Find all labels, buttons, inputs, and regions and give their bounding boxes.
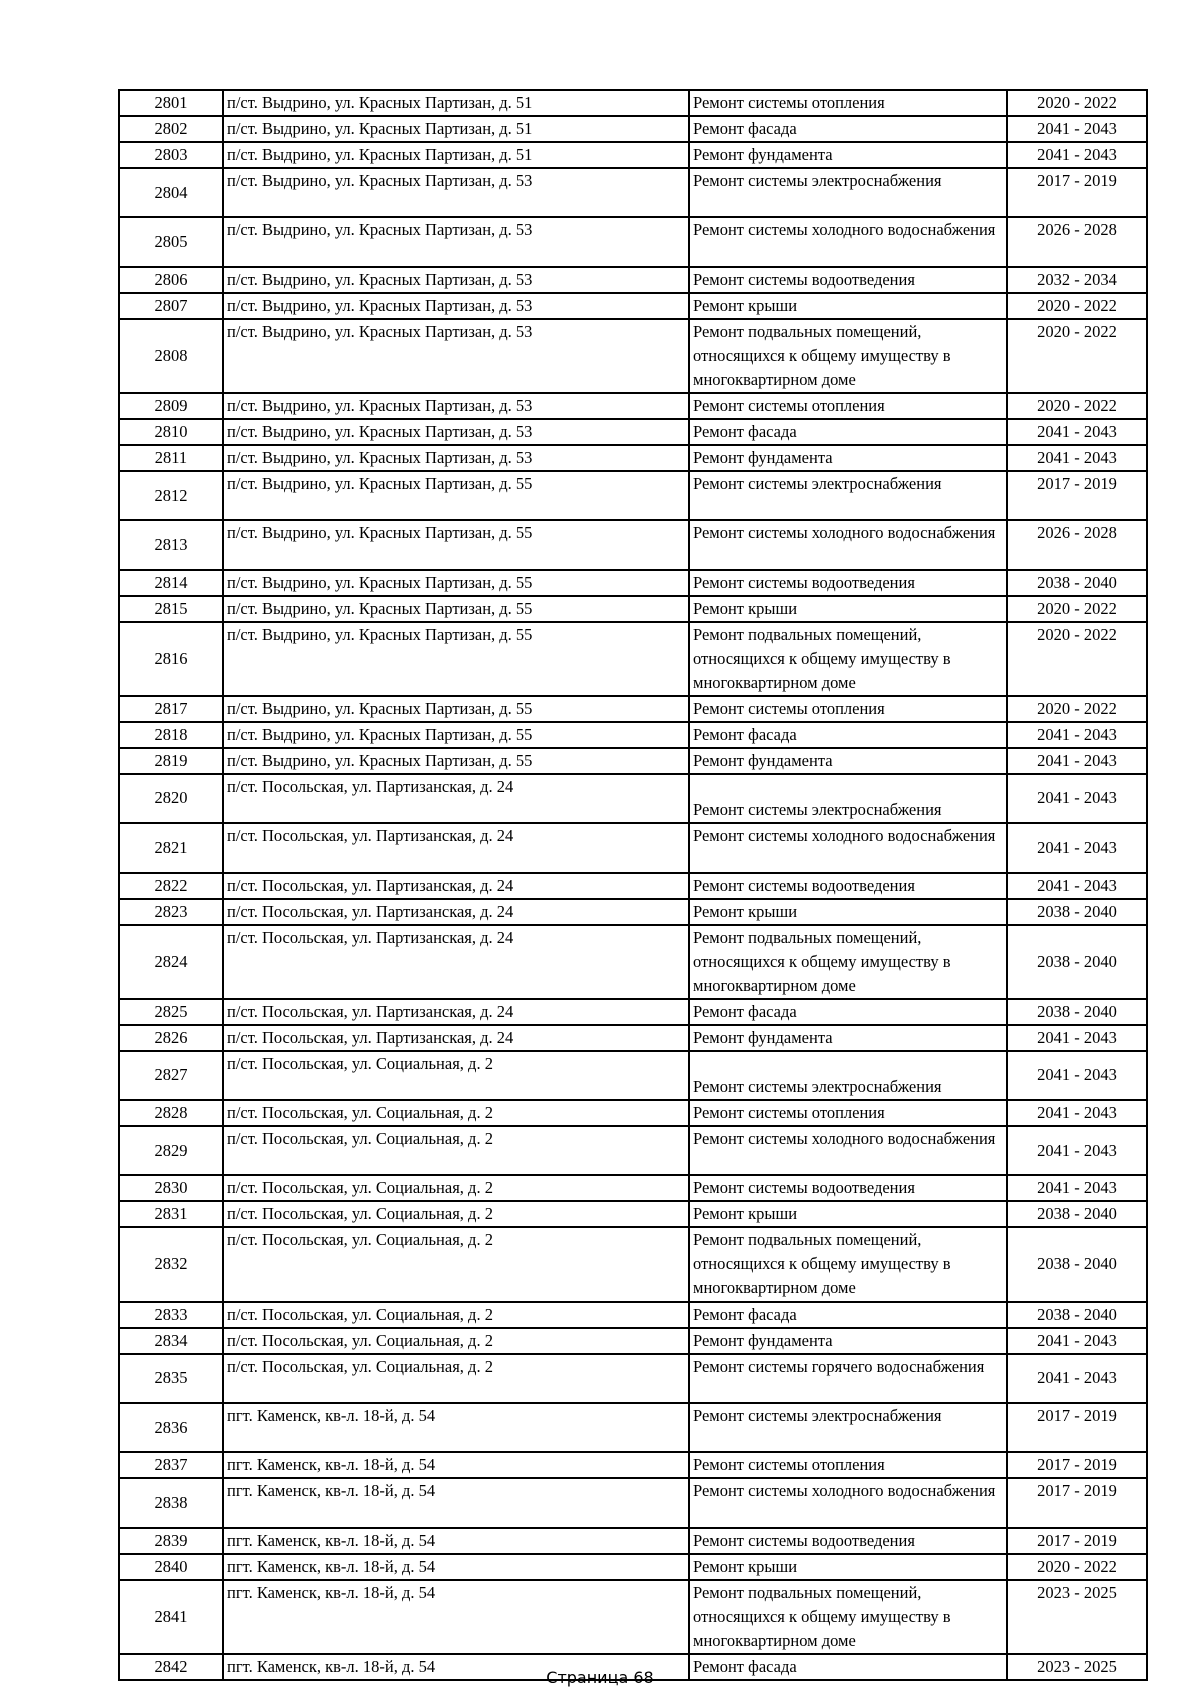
row-number-cell: 2807: [119, 293, 223, 319]
address-cell: п/ст. Посольская, ул. Социальная, д. 2: [223, 1051, 689, 1100]
table-row: [119, 471, 1147, 520]
table-row: [119, 393, 1147, 419]
row-number-cell: 2823: [119, 899, 223, 925]
row-number-cell: 2808: [119, 319, 223, 393]
period-cell: 2017 - 2019: [1007, 1403, 1147, 1452]
row-number-cell: 2830: [119, 1175, 223, 1201]
table-row: [119, 1354, 1147, 1403]
address-cell: п/ст. Выдрино, ул. Красных Партизан, д. 55: [223, 622, 689, 696]
address-cell: п/ст. Посольская, ул. Социальная, д. 2: [223, 1175, 689, 1201]
period-cell: 2038 - 2040: [1007, 899, 1147, 925]
period-cell: 2020 - 2022: [1007, 293, 1147, 319]
row-number-cell: 2821: [119, 823, 223, 872]
table-row: [119, 823, 1147, 872]
table-row: [119, 319, 1147, 393]
table-row: [119, 873, 1147, 899]
row-number-cell: 2835: [119, 1354, 223, 1403]
row-number-cell: 2817: [119, 696, 223, 722]
row-number-cell: 2801: [119, 90, 223, 116]
period-cell: 2041 - 2043: [1007, 116, 1147, 142]
work-type-cell: Ремонт системы электроснабжения: [689, 1051, 1007, 1100]
period-cell: 2041 - 2043: [1007, 774, 1147, 823]
row-number-cell: 2812: [119, 471, 223, 520]
address-cell: п/ст. Выдрино, ул. Красных Партизан, д. 53: [223, 445, 689, 471]
work-type-cell: Ремонт системы водоотведения: [689, 1175, 1007, 1201]
period-cell: 2017 - 2019: [1007, 168, 1147, 217]
row-number-cell: 2827: [119, 1051, 223, 1100]
period-cell: 2017 - 2019: [1007, 1528, 1147, 1554]
row-number-cell: 2828: [119, 1100, 223, 1126]
work-type-cell: Ремонт системы отопления: [689, 1100, 1007, 1126]
table-row: [119, 1175, 1147, 1201]
row-number-cell: 2802: [119, 116, 223, 142]
row-number-cell: 2804: [119, 168, 223, 217]
work-type-cell: Ремонт крыши: [689, 1201, 1007, 1227]
address-cell: п/ст. Выдрино, ул. Красных Партизан, д. 53: [223, 393, 689, 419]
row-number-cell: 2810: [119, 419, 223, 445]
work-type-cell: Ремонт фасада: [689, 722, 1007, 748]
address-cell: п/ст. Выдрино, ул. Красных Партизан, д. 55: [223, 748, 689, 774]
table-row: [119, 596, 1147, 622]
table-row: [119, 622, 1147, 696]
work-type-cell: Ремонт подвальных помещений, относящихся к общему имуществу в многоквартирном доме: [689, 622, 1007, 696]
work-type-cell: Ремонт системы холодного водоснабжения: [689, 823, 1007, 872]
row-number-cell: 2806: [119, 267, 223, 293]
table-row: [119, 1051, 1147, 1100]
period-cell: 2020 - 2022: [1007, 393, 1147, 419]
address-cell: пгт. Каменск, кв-л. 18-й, д. 54: [223, 1452, 689, 1478]
address-cell: п/ст. Посольская, ул. Партизанская, д. 24: [223, 1025, 689, 1051]
work-type-cell: Ремонт фасада: [689, 419, 1007, 445]
row-number-cell: 2826: [119, 1025, 223, 1051]
period-cell: 2041 - 2043: [1007, 748, 1147, 774]
work-type-cell: Ремонт фасада: [689, 1654, 1007, 1680]
row-number-cell: 2837: [119, 1452, 223, 1478]
work-type-cell: Ремонт подвальных помещений, относящихся к общему имуществу в многоквартирном доме: [689, 925, 1007, 999]
period-cell: 2038 - 2040: [1007, 1227, 1147, 1301]
address-cell: п/ст. Посольская, ул. Социальная, д. 2: [223, 1126, 689, 1175]
table-row: [119, 1201, 1147, 1227]
repair-schedule-table: [118, 89, 1148, 1681]
period-cell: 2017 - 2019: [1007, 1478, 1147, 1527]
work-type-cell: Ремонт фундамента: [689, 445, 1007, 471]
row-number-cell: 2819: [119, 748, 223, 774]
period-cell: 2041 - 2043: [1007, 823, 1147, 872]
work-type-cell: Ремонт фундамента: [689, 142, 1007, 168]
period-cell: 2026 - 2028: [1007, 217, 1147, 266]
address-cell: п/ст. Выдрино, ул. Красных Партизан, д. 51: [223, 90, 689, 116]
table-row: [119, 142, 1147, 168]
period-cell: 2038 - 2040: [1007, 1201, 1147, 1227]
address-cell: пгт. Каменск, кв-л. 18-й, д. 54: [223, 1580, 689, 1654]
table-row: [119, 1025, 1147, 1051]
table-row: [119, 1328, 1147, 1354]
address-cell: п/ст. Посольская, ул. Партизанская, д. 24: [223, 823, 689, 872]
period-cell: 2041 - 2043: [1007, 1100, 1147, 1126]
work-type-cell: Ремонт фундамента: [689, 748, 1007, 774]
table-row: [119, 445, 1147, 471]
work-type-cell: Ремонт системы горячего водоснабжения: [689, 1354, 1007, 1403]
row-number-cell: 2803: [119, 142, 223, 168]
work-type-cell: Ремонт фасада: [689, 1302, 1007, 1328]
table-row: [119, 774, 1147, 823]
work-type-cell: Ремонт системы электроснабжения: [689, 168, 1007, 217]
work-type-cell: Ремонт подвальных помещений, относящихся к общему имуществу в многоквартирном доме: [689, 1227, 1007, 1301]
table-row: [119, 1528, 1147, 1554]
work-type-cell: Ремонт системы отопления: [689, 696, 1007, 722]
row-number-cell: 2831: [119, 1201, 223, 1227]
work-type-cell: Ремонт системы водоотведения: [689, 267, 1007, 293]
table-row: [119, 419, 1147, 445]
address-cell: п/ст. Выдрино, ул. Красных Партизан, д. 51: [223, 142, 689, 168]
table-row: [119, 899, 1147, 925]
period-cell: 2041 - 2043: [1007, 722, 1147, 748]
period-cell: 2023 - 2025: [1007, 1654, 1147, 1680]
address-cell: п/ст. Посольская, ул. Партизанская, д. 24: [223, 873, 689, 899]
table-row: [119, 1302, 1147, 1328]
work-type-cell: Ремонт системы водоотведения: [689, 570, 1007, 596]
period-cell: 2041 - 2043: [1007, 419, 1147, 445]
page-number: Страница 68: [546, 1668, 654, 1687]
work-type-cell: Ремонт системы водоотведения: [689, 873, 1007, 899]
address-cell: п/ст. Посольская, ул. Партизанская, д. 24: [223, 999, 689, 1025]
work-type-cell: Ремонт системы отопления: [689, 393, 1007, 419]
address-cell: п/ст. Посольская, ул. Партизанская, д. 24: [223, 774, 689, 823]
work-type-cell: Ремонт фундамента: [689, 1328, 1007, 1354]
period-cell: 2020 - 2022: [1007, 1554, 1147, 1580]
row-number-cell: 2809: [119, 393, 223, 419]
table-row: [119, 696, 1147, 722]
table-row: [119, 925, 1147, 999]
row-number-cell: 2825: [119, 999, 223, 1025]
work-type-cell: Ремонт фасада: [689, 999, 1007, 1025]
row-number-cell: 2818: [119, 722, 223, 748]
work-type-cell: Ремонт крыши: [689, 1554, 1007, 1580]
row-number-cell: 2814: [119, 570, 223, 596]
table-row: [119, 1452, 1147, 1478]
address-cell: п/ст. Выдрино, ул. Красных Партизан, д. 53: [223, 168, 689, 217]
table-row: [119, 1100, 1147, 1126]
address-cell: п/ст. Выдрино, ул. Красных Партизан, д. 55: [223, 520, 689, 569]
table-row: [119, 1227, 1147, 1301]
work-type-cell: Ремонт системы водоотведения: [689, 1528, 1007, 1554]
period-cell: 2041 - 2043: [1007, 1354, 1147, 1403]
work-type-cell: Ремонт системы электроснабжения: [689, 471, 1007, 520]
row-number-cell: 2834: [119, 1328, 223, 1354]
period-cell: 2041 - 2043: [1007, 445, 1147, 471]
period-cell: 2041 - 2043: [1007, 873, 1147, 899]
period-cell: 2020 - 2022: [1007, 319, 1147, 393]
period-cell: 2020 - 2022: [1007, 90, 1147, 116]
address-cell: п/ст. Выдрино, ул. Красных Партизан, д. 53: [223, 319, 689, 393]
table-row: [119, 90, 1147, 116]
table-row: [119, 999, 1147, 1025]
address-cell: п/ст. Посольская, ул. Социальная, д. 2: [223, 1227, 689, 1301]
table-row: [119, 520, 1147, 569]
address-cell: п/ст. Посольская, ул. Партизанская, д. 24: [223, 899, 689, 925]
address-cell: п/ст. Выдрино, ул. Красных Партизан, д. 53: [223, 419, 689, 445]
table-row: [119, 570, 1147, 596]
address-cell: п/ст. Выдрино, ул. Красных Партизан, д. 55: [223, 596, 689, 622]
row-number-cell: 2822: [119, 873, 223, 899]
period-cell: 2038 - 2040: [1007, 570, 1147, 596]
row-number-cell: 2805: [119, 217, 223, 266]
work-type-cell: Ремонт фасада: [689, 116, 1007, 142]
row-number-cell: 2838: [119, 1478, 223, 1527]
table-row: [119, 168, 1147, 217]
address-cell: п/ст. Выдрино, ул. Красных Партизан, д. 55: [223, 570, 689, 596]
table-row: [119, 1126, 1147, 1175]
address-cell: п/ст. Посольская, ул. Социальная, д. 2: [223, 1328, 689, 1354]
period-cell: 2020 - 2022: [1007, 622, 1147, 696]
period-cell: 2041 - 2043: [1007, 1328, 1147, 1354]
work-type-cell: Ремонт системы отопления: [689, 1452, 1007, 1478]
work-type-cell: Ремонт системы электроснабжения: [689, 1403, 1007, 1452]
table-row: [119, 293, 1147, 319]
row-number-cell: 2813: [119, 520, 223, 569]
work-type-cell: Ремонт крыши: [689, 293, 1007, 319]
table-row: [119, 116, 1147, 142]
table-row: [119, 1403, 1147, 1452]
address-cell: п/ст. Выдрино, ул. Красных Партизан, д. 53: [223, 267, 689, 293]
row-number-cell: 2840: [119, 1554, 223, 1580]
row-number-cell: 2829: [119, 1126, 223, 1175]
address-cell: п/ст. Посольская, ул. Социальная, д. 2: [223, 1302, 689, 1328]
row-number-cell: 2842: [119, 1654, 223, 1680]
period-cell: 2023 - 2025: [1007, 1580, 1147, 1654]
table-row: [119, 1554, 1147, 1580]
address-cell: пгт. Каменск, кв-л. 18-й, д. 54: [223, 1478, 689, 1527]
period-cell: 2041 - 2043: [1007, 1025, 1147, 1051]
address-cell: пгт. Каменск, кв-л. 18-й, д. 54: [223, 1528, 689, 1554]
work-type-cell: Ремонт крыши: [689, 899, 1007, 925]
row-number-cell: 2839: [119, 1528, 223, 1554]
period-cell: 2020 - 2022: [1007, 596, 1147, 622]
address-cell: п/ст. Посольская, ул. Партизанская, д. 24: [223, 925, 689, 999]
address-cell: п/ст. Посольская, ул. Социальная, д. 2: [223, 1354, 689, 1403]
period-cell: 2038 - 2040: [1007, 1302, 1147, 1328]
period-cell: 2020 - 2022: [1007, 696, 1147, 722]
address-cell: пгт. Каменск, кв-л. 18-й, д. 54: [223, 1403, 689, 1452]
period-cell: 2041 - 2043: [1007, 1126, 1147, 1175]
work-type-cell: Ремонт системы электроснабжения: [689, 774, 1007, 823]
period-cell: 2038 - 2040: [1007, 999, 1147, 1025]
address-cell: п/ст. Выдрино, ул. Красных Партизан, д. 55: [223, 471, 689, 520]
period-cell: 2038 - 2040: [1007, 925, 1147, 999]
row-number-cell: 2820: [119, 774, 223, 823]
row-number-cell: 2816: [119, 622, 223, 696]
period-cell: 2032 - 2034: [1007, 267, 1147, 293]
work-type-cell: Ремонт крыши: [689, 596, 1007, 622]
work-type-cell: Ремонт подвальных помещений, относящихся к общему имуществу в многоквартирном доме: [689, 1580, 1007, 1654]
work-type-cell: Ремонт подвальных помещений, относящихся к общему имуществу в многоквартирном доме: [689, 319, 1007, 393]
address-cell: п/ст. Выдрино, ул. Красных Партизан, д. 53: [223, 293, 689, 319]
row-number-cell: 2833: [119, 1302, 223, 1328]
table-body: [119, 90, 1147, 1680]
table-row: [119, 722, 1147, 748]
table-row: [119, 1580, 1147, 1654]
row-number-cell: 2836: [119, 1403, 223, 1452]
row-number-cell: 2832: [119, 1227, 223, 1301]
address-cell: п/ст. Посольская, ул. Социальная, д. 2: [223, 1100, 689, 1126]
work-type-cell: Ремонт системы отопления: [689, 90, 1007, 116]
work-type-cell: Ремонт системы холодного водоснабжения: [689, 1126, 1007, 1175]
period-cell: 2017 - 2019: [1007, 1452, 1147, 1478]
work-type-cell: Ремонт системы холодного водоснабжения: [689, 217, 1007, 266]
row-number-cell: 2811: [119, 445, 223, 471]
table-row: [119, 1478, 1147, 1527]
address-cell: п/ст. Выдрино, ул. Красных Партизан, д. 55: [223, 722, 689, 748]
table-row: [119, 748, 1147, 774]
address-cell: пгт. Каменск, кв-л. 18-й, д. 54: [223, 1654, 689, 1680]
row-number-cell: 2815: [119, 596, 223, 622]
row-number-cell: 2841: [119, 1580, 223, 1654]
row-number-cell: 2824: [119, 925, 223, 999]
period-cell: 2041 - 2043: [1007, 1051, 1147, 1100]
period-cell: 2041 - 2043: [1007, 1175, 1147, 1201]
address-cell: п/ст. Выдрино, ул. Красных Партизан, д. 55: [223, 696, 689, 722]
address-cell: п/ст. Выдрино, ул. Красных Партизан, д. 53: [223, 217, 689, 266]
work-type-cell: Ремонт системы холодного водоснабжения: [689, 520, 1007, 569]
address-cell: пгт. Каменск, кв-л. 18-й, д. 54: [223, 1554, 689, 1580]
table-row: [119, 267, 1147, 293]
table-row: [119, 217, 1147, 266]
period-cell: 2041 - 2043: [1007, 142, 1147, 168]
address-cell: п/ст. Посольская, ул. Социальная, д. 2: [223, 1201, 689, 1227]
address-cell: п/ст. Выдрино, ул. Красных Партизан, д. 51: [223, 116, 689, 142]
period-cell: 2017 - 2019: [1007, 471, 1147, 520]
work-type-cell: Ремонт фундамента: [689, 1025, 1007, 1051]
work-type-cell: Ремонт системы холодного водоснабжения: [689, 1478, 1007, 1527]
period-cell: 2026 - 2028: [1007, 520, 1147, 569]
